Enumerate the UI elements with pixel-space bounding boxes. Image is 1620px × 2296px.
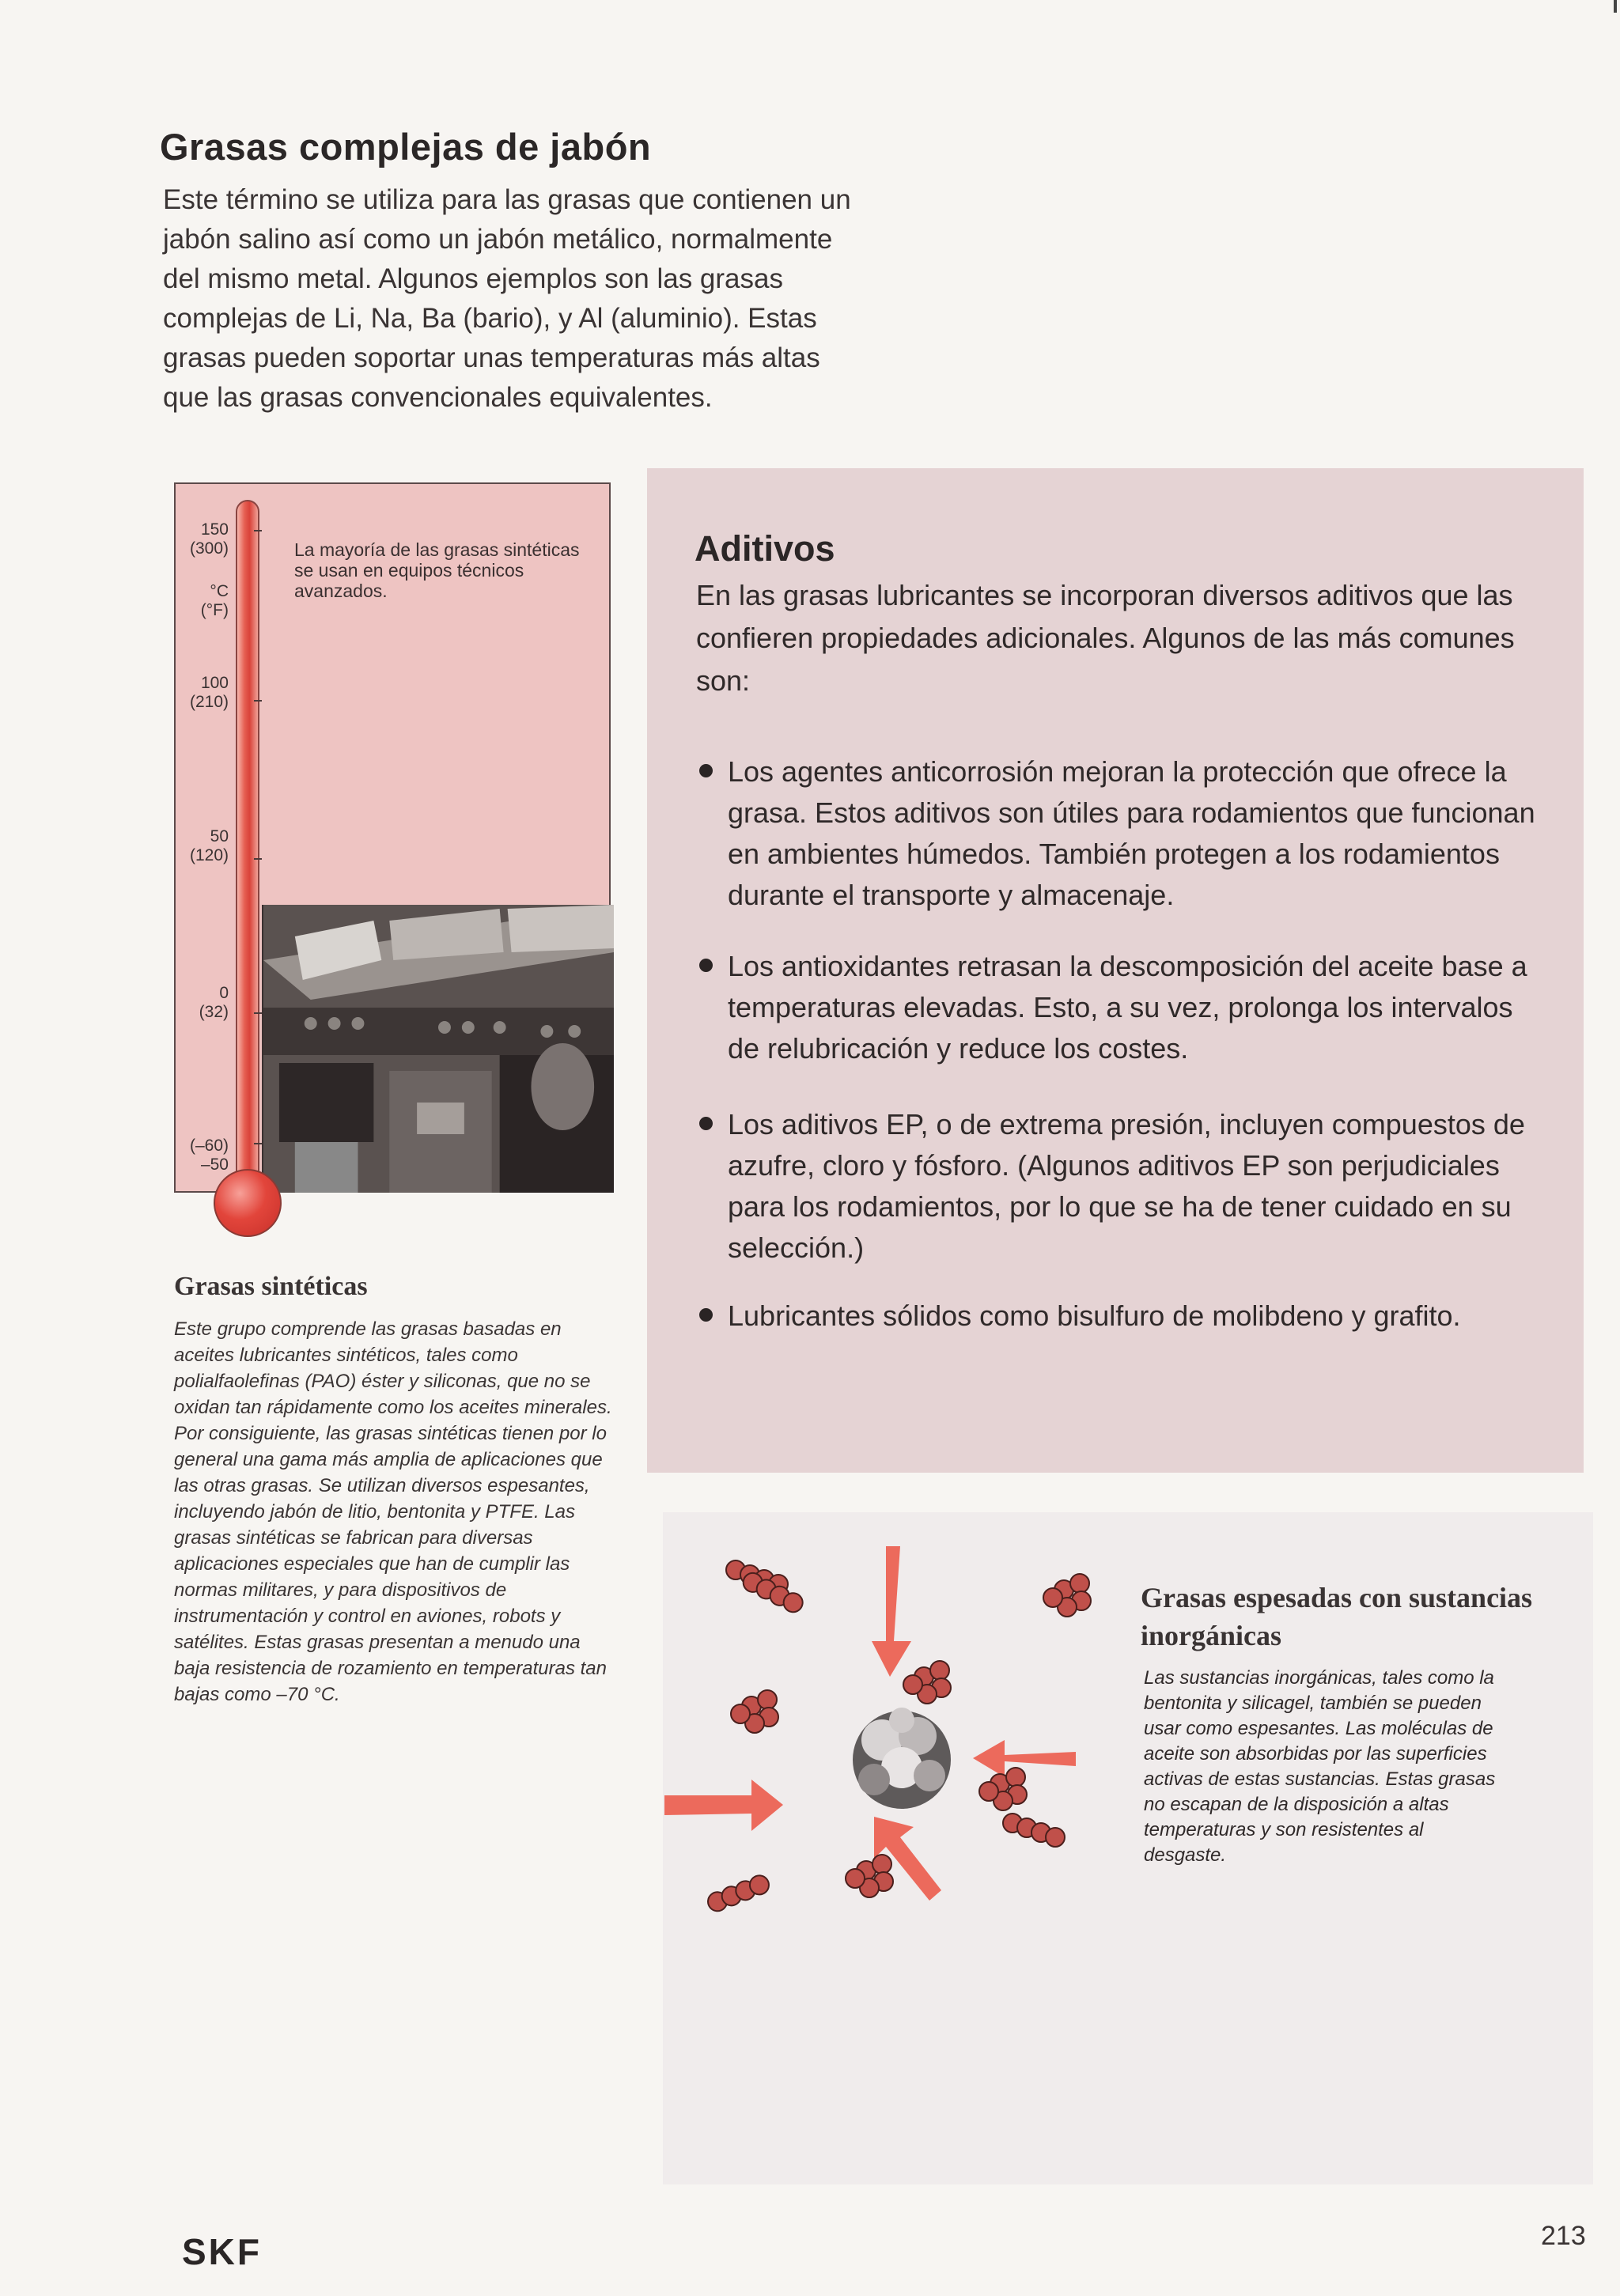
additives-title: Aditivos bbox=[695, 528, 835, 569]
page-number: 213 bbox=[1541, 2221, 1586, 2251]
scale-tick bbox=[254, 700, 262, 702]
synthetic-greases-text: Este grupo comprende las grasas basadas en aceites lubricantes sintéticos, tales como polialfaolefinas (PAO) éster y siliconas, que no se oxidan tan rápidamente como los aceites minerales. Por consiguiente, las grasas sintéticas tienen por lo general una gama más amplia de aplicaciones que las otras grasas. Se utilizan diversos espesantes, incluyendo jabón de litio, bentonita y PTFE. Las grasas sintéticas se fabrican para diversas aplicaciones especiales que han de cumplir las normas militares, y para dispositivos de instrumentación y control en aviones, robots y satélites. Estas grasas presentan a menudo una baja resistencia de rozamiento en temperaturas tan bajas como –70 °C. bbox=[174, 1318, 612, 1705]
aircraft-cockpit-photo bbox=[262, 905, 614, 1193]
intro-paragraph: Este término se utiliza para las grasas que contienen un jabón salino así como un jabón metálico, normalmente del mismo metal. Algunos ejemplos son las grasas complejas de Li, Na, Ba (bario), y Al (aluminio). Estas grasas pueden soportar unas temperaturas más altas que las grasas convencionales equivalentes. bbox=[163, 184, 851, 413]
scale-label-minus-50: (–60) –50 bbox=[189, 1137, 229, 1174]
scale-label-100: 100 (210) bbox=[189, 674, 229, 711]
scale-label-150: 150 (300) bbox=[189, 520, 229, 558]
scale-label-50: 50 (120) bbox=[189, 827, 229, 864]
scale-label-0: 0 (32) bbox=[199, 984, 229, 1021]
edge-mark bbox=[1614, 0, 1617, 13]
inorganic-greases-title: Grasas espesadas con sustancias inorgánicas bbox=[1141, 1582, 1533, 1651]
inorganic-thickener-diagram bbox=[664, 1522, 1131, 1965]
inorganic-greases-text: Las sustancias inorgánicas, tales como la bentonita y silicagel, también se pueden usar como espesantes. Las moléculas de aceite son absorbidas por las superficies activas de estas sustancias. Estas grasas no escapan de la disposición a altas temperaturas y son resistentes al desgaste. bbox=[1144, 1667, 1496, 1866]
scale-tick bbox=[254, 1143, 262, 1144]
bullet-icon bbox=[699, 1308, 713, 1322]
scale-tick bbox=[254, 858, 262, 860]
additive-item-anticorrosion: Los agentes anticorrosión mejoran la protección que ofrece la grasa. Estos aditivos son útiles para rodamientos que funcionan en ambientes húmedos. También protegen a los rodamientos durante el transporte y almacenaje. bbox=[696, 751, 1550, 916]
thermometer-caption: La mayoría de las grasas sintéticas se usan en equipos técnicos avanzados. bbox=[294, 539, 580, 601]
additive-item-solid-lubricants: Lubricantes sólidos como bisulfuro de molibdeno y grafito. bbox=[696, 1296, 1550, 1337]
bullet-icon bbox=[699, 764, 713, 777]
scale-unit-label: °C (°F) bbox=[200, 582, 229, 619]
scale-tick bbox=[254, 530, 262, 531]
skf-logo: SKF bbox=[182, 2231, 262, 2272]
thermometer-bulb bbox=[214, 1169, 282, 1237]
additives-intro: En las grasas lubricantes se incorporan diversos aditivos que las confieren propiedades adicionales. Algunos de las más comunes son: bbox=[696, 579, 1515, 697]
additive-item-antioxidants: Los antioxidantes retrasan la descomposición del aceite base a temperaturas elevadas. Esto, a su vez, prolonga los intervalos de relubricación y reduce los costes. bbox=[696, 946, 1550, 1069]
bullet-icon bbox=[699, 1117, 713, 1130]
thickener-particle-icon bbox=[853, 1708, 951, 1809]
bullet-icon bbox=[699, 959, 713, 972]
scale-tick bbox=[254, 1012, 262, 1014]
additive-item-ep: Los aditivos EP, o de extrema presión, incluyen compuestos de azufre, cloro y fósforo. (Algunos aditivos EP son perjudiciales para los rodamientos, por lo que se ha de tener cuidado en su selección.) bbox=[696, 1104, 1550, 1269]
thermometer-tube bbox=[236, 500, 259, 1212]
synthetic-greases-title: Grasas sintéticas bbox=[174, 1272, 368, 1301]
section-title-complex-soap-greases: Grasas complejas de jabón bbox=[160, 126, 652, 168]
